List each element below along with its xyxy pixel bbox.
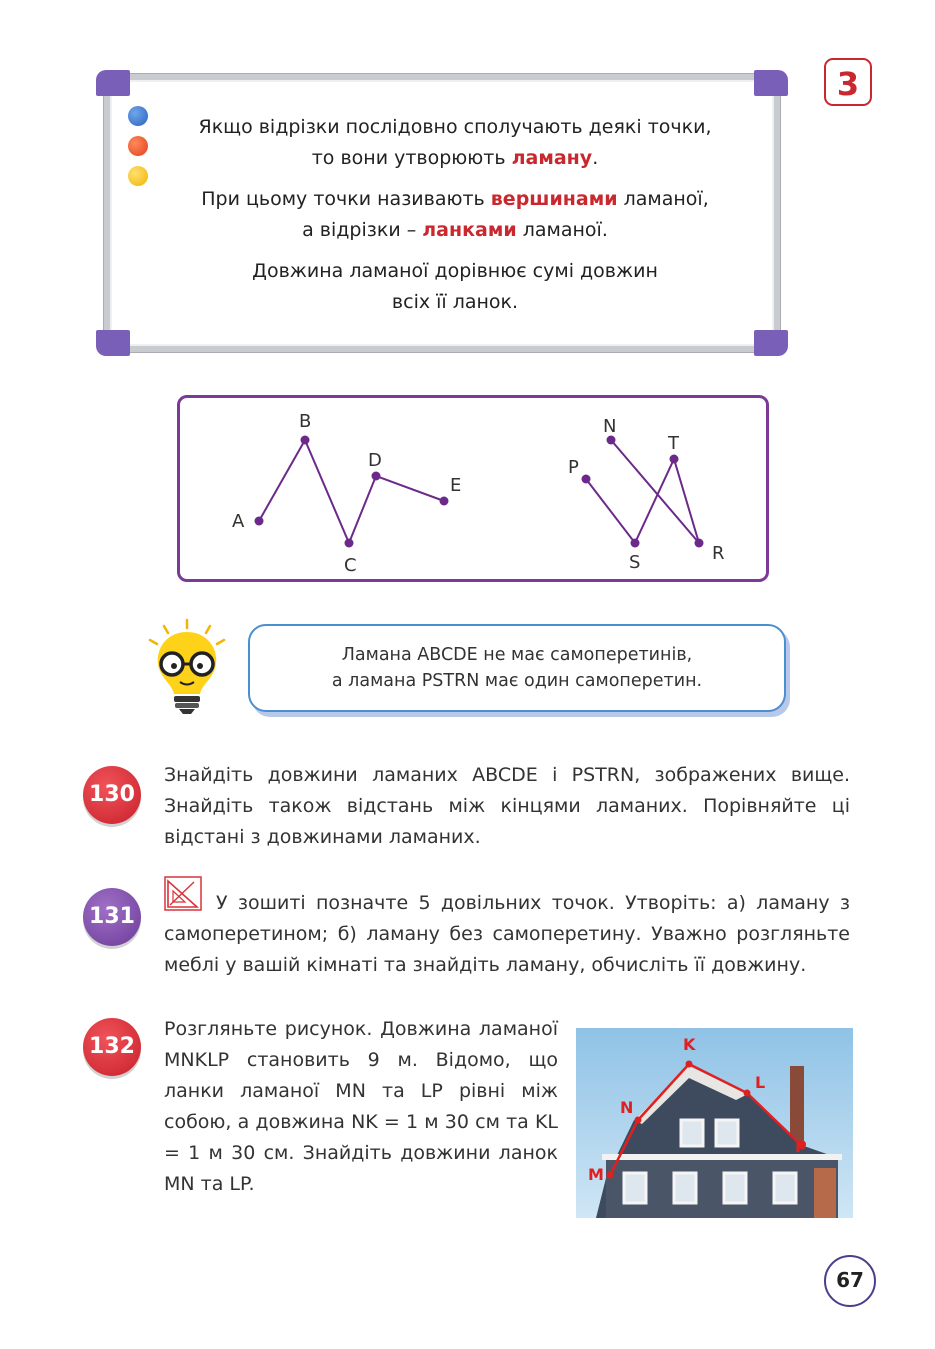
yellow-magnet-icon: [128, 166, 148, 186]
definition-paragraph-3: [150, 256, 760, 318]
whiteboard-corner-br: [754, 330, 788, 356]
polyline-pstrn: [586, 440, 699, 543]
whiteboard-corner-bl: [96, 330, 130, 356]
label-t: T: [668, 433, 679, 454]
lightbulb-icon: [142, 618, 232, 718]
vertex-a: [255, 517, 264, 526]
exercise-130-text: Знайдіть довжини ламаних ABCDE і PSTRN, зображених вище. Знайдіть також відстань між кінцями ламаних. Порівняйте ці відстані з довжинами ламаних.: [164, 764, 850, 848]
definition-line: .: [592, 147, 599, 169]
point-l: [744, 1090, 751, 1097]
label-p: P: [568, 457, 579, 478]
red-magnet-icon: [128, 136, 148, 156]
exercise-132-text: Розгляньте рисунок. Довжина ламаної MNKLP становить 9 м. Відомо, що ланки ламаної MN та LP рівні між собою, а довжина NK = 1 м 30 см та KL = 1 м 30 см. Знайдіть довжини ланок MN та LP.: [164, 1018, 558, 1195]
definition-paragraph-1: [150, 112, 760, 174]
exercise-number-130: 130: [83, 766, 141, 824]
polyline-figure: [177, 395, 769, 582]
vertex-p: [582, 475, 591, 484]
vertex-d: [372, 472, 381, 481]
label-r: R: [712, 543, 725, 564]
note-line: Ламана ABCDE не має самоперетинів,: [341, 645, 693, 665]
point-n: [635, 1117, 642, 1124]
vertex-s: [631, 539, 640, 548]
vertex-r: [695, 539, 704, 548]
term-polyline: ламану: [511, 147, 593, 169]
label-c: C: [344, 555, 357, 576]
label-s: S: [629, 552, 641, 573]
chapter-badge: 3: [824, 58, 872, 106]
info-note: [248, 624, 786, 712]
definition-line: то вони утворюють: [311, 147, 512, 169]
vertex-e: [440, 497, 449, 506]
label-b: B: [299, 411, 312, 432]
vertex-b: [301, 436, 310, 445]
photo-label-p: P: [795, 1137, 807, 1156]
whiteboard-corner-tl: [96, 70, 130, 96]
term-segments: ланками: [422, 219, 517, 241]
polyline-abcde: [259, 440, 444, 543]
polyline-drawing: [180, 398, 766, 579]
point-m: [607, 1172, 614, 1179]
term-vertices: вершинами: [490, 188, 618, 210]
note-line: а ламана PSTRN має один самоперетин.: [331, 671, 703, 691]
definition-line: При цьому точки називають: [201, 188, 491, 210]
definition-line: ламаної,: [617, 188, 709, 210]
definition-line: всіх її ланок.: [391, 291, 519, 313]
label-a: A: [232, 511, 245, 532]
exercise-number-131: 131: [83, 888, 141, 946]
exercise-131-text: У зошиті позначте 5 довільних точок. Утворіть: а) ламану з самоперетином; б) ламану без самоперетину. Уважно розгляньте меблі у вашій кімнаті та знайдіть ламану, обчисліть її довжину.: [164, 892, 850, 976]
whiteboard-corner-tr: [754, 70, 788, 96]
photo-label-k: K: [683, 1035, 696, 1054]
blue-magnet-icon: [128, 106, 148, 126]
definition-line: ламаної.: [516, 219, 608, 241]
label-d: D: [368, 450, 382, 471]
page-number: 67: [824, 1255, 876, 1307]
definition-text: [150, 112, 760, 328]
house-photo: [576, 1028, 853, 1218]
label-n: N: [603, 416, 617, 437]
house-illustration: [576, 1028, 853, 1218]
vertex-c: [345, 539, 354, 548]
definition-line: Довжина ламаної дорівнює сумі довжин: [252, 260, 658, 282]
definition-line: Якщо відрізки послідовно сполучають деякі точки,: [198, 116, 712, 138]
vertex-t: [670, 455, 679, 464]
point-k: [686, 1061, 693, 1068]
label-e: E: [450, 475, 462, 496]
definition-paragraph-2: [150, 184, 760, 246]
exercise-number-132: 132: [83, 1018, 141, 1076]
photo-label-l: L: [755, 1073, 766, 1092]
photo-label-n: N: [620, 1098, 634, 1117]
definition-line: а відрізки –: [302, 219, 423, 241]
photo-label-m: M: [588, 1165, 604, 1184]
